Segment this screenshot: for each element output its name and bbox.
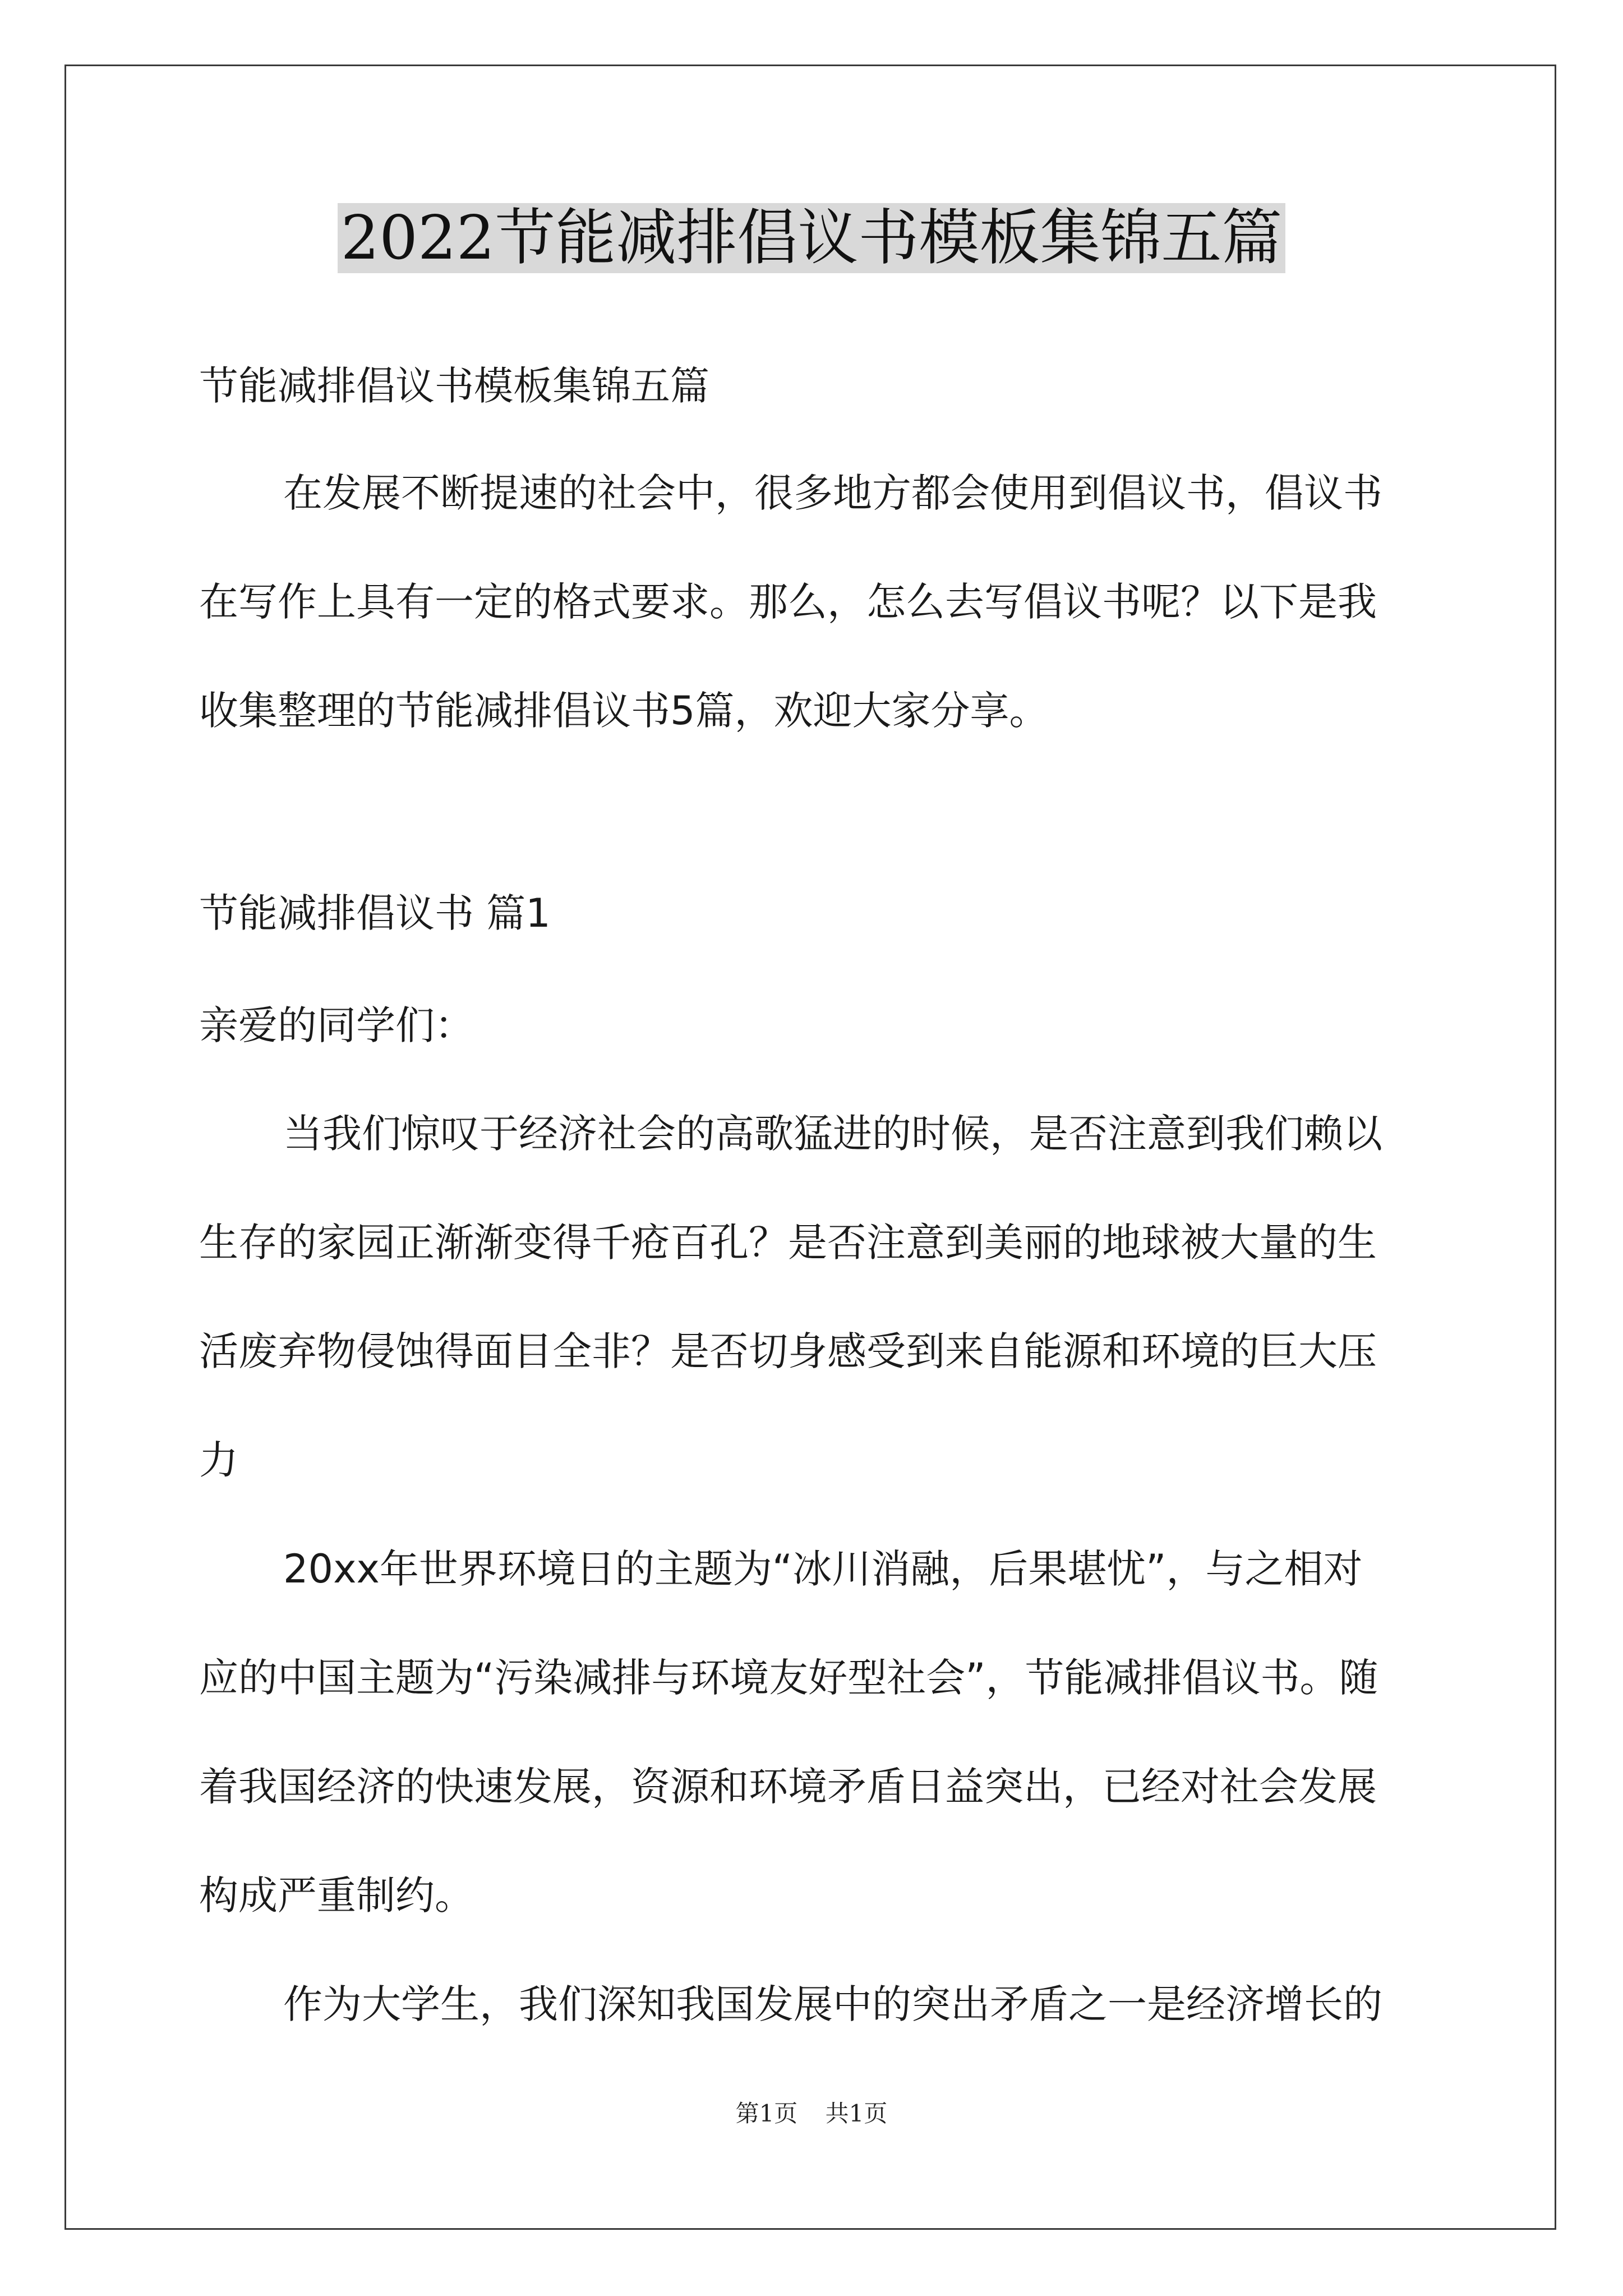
intro-line: 收集整理的节能减排倡议书5篇，欢迎大家分享。 xyxy=(199,688,1049,734)
paragraph-line: 生存的家园正渐渐变得千疮百孔？是否注意到美丽的地球被大量的生 xyxy=(199,1220,1377,1266)
paragraph-line: 应的中国主题为“污染减排与环境友好型社会”，节能减排倡议书。随 xyxy=(199,1655,1378,1701)
section-heading: 节能减排倡议书 篇1 xyxy=(199,890,551,936)
paragraph-line: 着我国经济的快速发展，资源和环境矛盾日益突出，已经对社会发展 xyxy=(199,1764,1377,1810)
paragraph-line: 作为大学生，我们深知我国发展中的突出矛盾之一是经济增长的 xyxy=(283,1981,1382,2027)
intro-line: 在写作上具有一定的格式要求。那么，怎么去写倡议书呢？以下是我 xyxy=(199,579,1377,625)
intro-line: 在发展不断提速的社会中，很多地方都会使用到倡议书，倡议书 xyxy=(283,470,1382,516)
intro-paragraph xyxy=(199,439,1427,765)
paragraph-line: 力 xyxy=(199,1437,238,1483)
document-title xyxy=(0,196,1623,280)
document-subtitle: 节能减排倡议书模板集锦五篇 xyxy=(199,363,709,409)
paragraph-3 xyxy=(199,1950,1427,2059)
paragraph-line: 活废弃物侵蚀得面目全非？是否切身感受到来自能源和环境的巨大压 xyxy=(199,1328,1377,1374)
salutation: 亲爱的同学们： xyxy=(199,1002,474,1048)
title-text: 2022节能减排倡议书模板集锦五篇 xyxy=(338,203,1286,273)
paragraph-1 xyxy=(199,1079,1427,1515)
paragraph-line: 当我们惊叹于经济社会的高歌猛进的时候，是否注意到我们赖以 xyxy=(283,1111,1382,1157)
page-footer xyxy=(0,2095,1623,2129)
paragraph-line: 构成严重制约。 xyxy=(199,1872,474,1918)
paragraph-line: 20xx年世界环境日的主题为“冰川消融，后果堪忧”，与之相对 xyxy=(283,1546,1363,1592)
paragraph-2 xyxy=(199,1515,1427,1950)
page-number: 第1页 xyxy=(735,2100,798,2127)
page-total: 共1页 xyxy=(825,2100,888,2127)
